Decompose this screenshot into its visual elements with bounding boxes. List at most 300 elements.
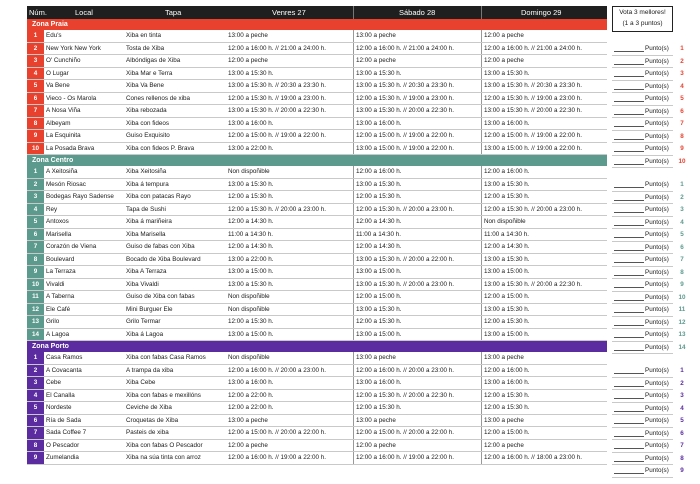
header-num: Núm.: [29, 8, 47, 17]
cell-local: Rey: [46, 205, 58, 213]
points-label: Punto(s): [645, 343, 669, 351]
cell-s: 12:00 a peche: [356, 441, 396, 449]
cell-v: 12:00 a 15:00 h. // 20:00 a 22:00 h.: [228, 429, 327, 436]
cell-local: Ele Café: [46, 305, 71, 313]
cell-local: La Terraza: [46, 268, 76, 275]
vote-row-number: 9: [676, 279, 688, 292]
vote-row-number: 12: [676, 317, 688, 330]
cell-local: La Posada Brava: [46, 144, 95, 152]
cell-tapa: Xiba con fabas O Pescador: [126, 441, 203, 449]
header-viernes: Venres 27: [272, 8, 306, 17]
cell-local: Vieco - Os Marola: [46, 94, 97, 102]
cell-local: Bodegas Rayo Sadense: [46, 193, 114, 200]
cell-n: 2: [27, 179, 44, 191]
table-row: [27, 191, 607, 204]
cell-d: 12:00 a 16:00 h.: [484, 168, 530, 175]
points-label: Punto(s): [645, 256, 669, 263]
cell-d: 12:00 a 15:30 h. // 20:00 a 23:00 h.: [484, 205, 583, 213]
table-row: [27, 415, 607, 428]
cell-n: 1: [27, 352, 44, 364]
cell-v: 13:00 a 15:00 h.: [228, 268, 274, 275]
cell-v: 12:00 a 14:30 h.: [228, 218, 274, 225]
vote-row-number: 4: [676, 217, 688, 230]
points-label: Punto(s): [645, 95, 669, 102]
cell-v: 13:00 a peche: [228, 416, 268, 424]
cell-v: 13:00 a 15:00 h.: [228, 330, 274, 338]
cell-local: Marisella: [46, 230, 72, 238]
cell-tapa: Tapa de Sushi: [126, 205, 166, 213]
cell-d: 12:00 a 15:00 h. // 19:00 a 22:00 h.: [484, 132, 583, 139]
zone-name: Zona Porto: [32, 343, 69, 350]
vote-row-number: 4: [676, 403, 688, 416]
points-label: Punto(s): [645, 57, 669, 65]
points-input[interactable]: [612, 403, 673, 416]
cell-d: 12:00 a 15:30 h.: [484, 404, 530, 411]
cell-d: 13:00 a 15:30 h.: [484, 180, 530, 188]
cell-v: Non dispoñible: [228, 354, 270, 361]
cell-v: Non dispoñible: [228, 305, 270, 313]
cell-v: 12:00 a 14:30 h.: [228, 243, 274, 250]
cell-s: 12:00 a 15:30 h.: [356, 404, 402, 411]
zone-1: [27, 19, 607, 155]
cell-n: 5: [27, 402, 44, 414]
points-label: Punto(s): [645, 281, 669, 288]
table-row: [27, 402, 607, 415]
cell-v: 13:00 a 22:00 h.: [228, 255, 274, 263]
cell-tapa: Xiba na súa tinta con arroz: [126, 454, 201, 461]
vote-row-number: 9: [676, 143, 688, 156]
vote-header-line2: (1 a 3 puntos): [622, 20, 663, 27]
cell-n: 1: [27, 30, 44, 42]
points-input[interactable]: [612, 440, 673, 453]
table-row: [27, 68, 607, 81]
cell-local: Sada Coffee 7: [46, 429, 87, 436]
cell-tapa: Xiba en tinta: [126, 32, 162, 39]
points-input[interactable]: [612, 204, 673, 217]
cell-n: 11: [27, 291, 44, 303]
points-label: Punto(s): [645, 392, 669, 399]
table-row: [27, 143, 607, 156]
points-label: Punto(s): [645, 293, 669, 301]
points-input[interactable]: [612, 390, 673, 403]
cell-s: 13:00 a 15:30 h. // 20:30 a 23:30 h.: [356, 82, 455, 89]
header-local: Local: [75, 8, 93, 17]
cell-n: 4: [27, 390, 44, 402]
cell-s: 13:00 a 15:30 h.: [356, 69, 402, 77]
table-row: [27, 427, 607, 440]
table-row: [27, 377, 607, 390]
cell-local: Vivaldi: [46, 280, 65, 288]
vote-row-number: 10: [676, 156, 688, 169]
cell-d: 12:00 a 15:30 h. // 19:00 a 23:00 h.: [484, 94, 583, 102]
cell-d: 12:00 a 15:00 h.: [484, 293, 530, 300]
points-input[interactable]: [612, 179, 673, 192]
cell-local: Cebe: [46, 379, 62, 386]
points-input[interactable]: [612, 229, 673, 242]
cell-d: 12:00 a 16:00 h.: [484, 366, 530, 374]
cell-tapa: Xiba á tempura: [126, 180, 169, 188]
cell-s: 13:00 a 15:30 h. // 20:00 a 22:00 h.: [356, 255, 455, 263]
points-input[interactable]: [612, 317, 673, 330]
cell-v: 13:00 a 15:30 h.: [228, 69, 274, 77]
cell-tapa: Guiso Exquisito: [126, 132, 170, 139]
points-input[interactable]: [612, 217, 673, 230]
zone-2: [27, 155, 607, 341]
cell-tapa: Xiba Marisella: [126, 230, 166, 238]
vote-row-number: 7: [676, 118, 688, 131]
cell-local: O Lugar: [46, 69, 69, 77]
cell-v: 12:00 a peche: [228, 441, 268, 449]
cell-v: 13:00 a 15:30 h.: [228, 280, 274, 288]
points-input[interactable]: [612, 292, 673, 305]
cell-d: 13:00 a 15:30 h. // 20:30 a 23:30 h.: [484, 82, 583, 89]
cell-s: 13:00 a 15:30 h. // 20:00 a 22:30 h.: [356, 107, 455, 114]
cell-tapa: Xiba á Lagoa: [126, 330, 164, 338]
cell-n: 2: [27, 43, 44, 55]
points-label: Punto(s): [645, 243, 669, 251]
points-label: Punto(s): [645, 306, 669, 313]
table-row: [27, 30, 607, 43]
table-row: [27, 105, 607, 118]
cell-tapa: Bocado de Xiba Boulevard: [126, 255, 201, 263]
cell-tapa: Xiba con fideos: [126, 119, 170, 127]
cell-v: 12:00 a 16:00 h. // 20:00 a 23:00 h.: [228, 366, 327, 374]
cell-s: 13:00 a 15:00 h.: [356, 268, 402, 275]
points-label: Punto(s): [645, 442, 669, 449]
cell-v: 12:00 a 22:00 h.: [228, 404, 274, 411]
cell-d: 13:00 a 15:30 h. // 20:00 a 22:30 h.: [484, 280, 583, 288]
cell-local: New York New York: [46, 44, 101, 52]
points-input[interactable]: [612, 465, 673, 478]
cell-n: 7: [27, 105, 44, 117]
table-row: [27, 329, 607, 342]
vote-header-line1: Vota 3 mellores!: [619, 9, 666, 16]
vote-row-number: 11: [676, 304, 688, 317]
cell-d: 11:00 a 14:30 h.: [484, 230, 530, 238]
cell-local: A Covacanta: [46, 366, 82, 374]
table-row: [27, 204, 607, 217]
points-input[interactable]: [612, 81, 673, 94]
cell-tapa: Xiba Xeitosiña: [126, 168, 167, 175]
cell-tapa: Xiba con fabas e mexillóns: [126, 391, 201, 399]
vote-row-number: 2: [676, 56, 688, 69]
points-label: Punto(s): [645, 429, 669, 437]
points-label: Punto(s): [645, 145, 669, 152]
cell-local: Mesón Riosac: [46, 180, 86, 188]
cell-s: 12:00 a 16:00 h. // 20:00 a 23:00 h.: [356, 366, 455, 374]
cell-n: 10: [27, 279, 44, 291]
cell-s: 13:00 a 15:00 h. // 19:00 a 22:00 h.: [356, 144, 455, 152]
points-input[interactable]: [612, 428, 673, 441]
cell-local: A Lagoa: [46, 330, 70, 338]
points-label: Punto(s): [645, 218, 669, 226]
points-label: Punto(s): [645, 231, 669, 238]
cell-s: 12:00 a 15:00 h.: [356, 293, 402, 300]
cell-s: 13:00 a peche: [356, 416, 396, 424]
zone-title: [27, 19, 607, 30]
cell-tapa: Xiba Va Bene: [126, 82, 165, 89]
cell-s: 12:00 a 15:30 h. // 20:00 a 22:30 h.: [356, 391, 455, 399]
cell-tapa: Xiba Vivaldi: [126, 280, 159, 288]
vote-row-number: 2: [676, 378, 688, 391]
cell-n: 6: [27, 229, 44, 241]
cell-n: 6: [27, 93, 44, 105]
vote-row-number: 6: [676, 106, 688, 119]
points-input[interactable]: [612, 43, 673, 56]
zone-title: [27, 341, 607, 352]
table-header: [27, 6, 607, 19]
vote-row-number: 8: [676, 267, 688, 280]
table-row: [27, 316, 607, 329]
points-input[interactable]: [612, 242, 673, 255]
points-input[interactable]: [612, 156, 673, 169]
cell-d: 13:00 a 15:30 h.: [484, 305, 530, 313]
table-row: [27, 179, 607, 192]
cell-n: 10: [27, 143, 44, 155]
table-row: [27, 291, 607, 304]
points-input[interactable]: [612, 131, 673, 144]
points-label: Punto(s): [645, 404, 669, 412]
cell-tapa: Tosta de Xiba: [126, 44, 165, 52]
vote-row-number: 3: [676, 68, 688, 81]
points-label: Punto(s): [645, 132, 669, 140]
table-row: [27, 279, 607, 292]
points-label: Punto(s): [645, 181, 669, 188]
cell-v: 12:00 a 22:00 h.: [228, 391, 274, 399]
cell-v: 13:00 a 15:30 h. // 20:30 a 23:30 h.: [228, 82, 327, 89]
vote-row-number: 1: [676, 365, 688, 378]
points-label: Punto(s): [645, 157, 669, 165]
cell-d: 12:00 a 15:30 h.: [484, 391, 530, 399]
cell-local: Boulevard: [46, 255, 75, 263]
cell-n: 12: [27, 304, 44, 316]
zone-name: Zona Centro: [32, 157, 74, 164]
cell-s: 13:00 a 15:30 h.: [356, 180, 402, 188]
cell-local: A Nosa Viña: [46, 107, 81, 114]
cell-tapa: Croquetas de Xiba: [126, 416, 179, 424]
cell-d: 12:00 a 15:30 h.: [484, 318, 530, 325]
cell-n: 3: [27, 191, 44, 203]
cell-n: 9: [27, 452, 44, 464]
points-label: Punto(s): [645, 82, 669, 90]
vote-row-number: 4: [676, 81, 688, 94]
points-label: Punto(s): [645, 107, 669, 115]
cell-n: 5: [27, 216, 44, 228]
cell-s: 12:00 a 14:30 h.: [356, 218, 402, 225]
table-row: [27, 93, 607, 106]
table-row: [27, 80, 607, 93]
cell-n: 8: [27, 118, 44, 130]
vote-row-number: 7: [676, 254, 688, 267]
header-sabado: Sábado 28: [399, 8, 436, 17]
cell-n: 3: [27, 55, 44, 67]
cell-s: 13:00 a 16:00 h.: [356, 119, 402, 127]
cell-tapa: Xiba A Terraza: [126, 268, 167, 275]
cell-tapa: Guiso de Xiba con fabas: [126, 293, 195, 300]
cell-tapa: Pasteis de xiba: [126, 429, 169, 436]
cell-s: 13:00 a peche: [356, 354, 396, 361]
points-input[interactable]: [612, 365, 673, 378]
cell-n: 6: [27, 415, 44, 427]
vote-row-number: 3: [676, 390, 688, 403]
cell-s: 12:00 a 16:00 h. // 19:00 a 22:00 h.: [356, 454, 455, 461]
points-input[interactable]: [612, 68, 673, 81]
points-input[interactable]: [612, 329, 673, 342]
cell-tapa: A trampa da xiba: [126, 366, 174, 374]
points-input[interactable]: [612, 304, 673, 317]
points-label: Punto(s): [645, 268, 669, 276]
table-row: [27, 254, 607, 267]
cell-v: 11:00 a 14:30 h.: [228, 230, 274, 238]
cell-local: Albeyam: [46, 119, 71, 127]
points-label: Punto(s): [645, 70, 669, 77]
vote-row-number: 6: [676, 242, 688, 255]
table-row: [27, 118, 607, 131]
cell-n: 4: [27, 204, 44, 216]
cell-n: 8: [27, 254, 44, 266]
cell-s: 12:00 a 15:00 h. // 20:00 a 22:00 h.: [356, 429, 455, 436]
points-input[interactable]: [612, 192, 673, 205]
cell-tapa: Xiba con fideos P. Brava: [126, 144, 195, 152]
vote-header: [612, 6, 673, 32]
cell-d: 13:00 a peche: [484, 354, 524, 361]
points-input[interactable]: [612, 342, 673, 355]
cell-tapa: Mini Burguer Ele: [126, 305, 173, 313]
cell-d: 12:00 a peche: [484, 32, 524, 39]
cell-d: 12:00 a 15:30 h.: [484, 193, 530, 200]
cell-s: 12:00 a 15:30 h.: [356, 318, 402, 325]
cell-local: O' Cunchiño: [46, 57, 81, 64]
vote-row-number: 5: [676, 229, 688, 242]
points-label: Punto(s): [645, 120, 669, 127]
cell-n: 13: [27, 316, 44, 328]
vote-row-number: 10: [676, 292, 688, 305]
points-input[interactable]: [612, 453, 673, 466]
cell-s: 12:00 a peche: [356, 57, 396, 64]
cell-s: 13:00 a 15:00 h.: [356, 330, 402, 338]
points-input[interactable]: [612, 415, 673, 428]
vote-row-number: 5: [676, 415, 688, 428]
table-row: [27, 130, 607, 143]
cell-s: 12:00 a 14:30 h.: [356, 243, 402, 250]
cell-local: Corazón de Viena: [46, 243, 97, 250]
cell-tapa: Ceviche de Xiba: [126, 404, 172, 411]
cell-v: 12:00 a 16:00 h. // 19:00 a 22:00 h.: [228, 454, 327, 461]
cell-local: El Canalla: [46, 391, 75, 399]
cell-local: Edu's: [46, 32, 62, 39]
cell-tapa: Albóndigas de Xiba: [126, 57, 181, 64]
cell-s: 12:00 a 15:30 h. // 20:00 a 23:00 h.: [356, 205, 455, 213]
table-row: [27, 43, 607, 56]
cell-d: 12:00 a peche: [484, 57, 524, 64]
cell-v: 12:00 a 15:30 h. // 20:00 a 23:00 h.: [228, 205, 327, 213]
table-row: [27, 216, 607, 229]
cell-v: 12:00 a 15:00 h. // 19:00 a 22:00 h.: [228, 132, 327, 139]
cell-tapa: Xiba á mariñeira: [126, 218, 172, 225]
cell-d: 13:00 a 15:30 h.: [484, 69, 530, 77]
cell-n: 3: [27, 377, 44, 389]
cell-d: 12:00 a 16:00 h. // 18:00 a 23:00 h.: [484, 454, 583, 461]
table-row: [27, 390, 607, 403]
cell-tapa: Xiba con fabas Casa Ramos: [126, 354, 206, 361]
cell-d: 13:00 a 15:00 h. // 19:00 a 22:00 h.: [484, 144, 583, 152]
cell-n: 2: [27, 365, 44, 377]
points-label: Punto(s): [645, 467, 669, 474]
points-input[interactable]: [612, 143, 673, 156]
points-label: Punto(s): [645, 318, 669, 326]
cell-v: Non dispoñible: [228, 168, 270, 175]
cell-local: A Taberna: [46, 293, 75, 300]
cell-n: 7: [27, 427, 44, 439]
cell-local: Nordeste: [46, 404, 72, 411]
table-row: [27, 365, 607, 378]
points-input[interactable]: [612, 279, 673, 292]
points-input[interactable]: [612, 378, 673, 391]
cell-v: 13:00 a 15:30 h.: [228, 180, 274, 188]
table-row: [27, 229, 607, 242]
cell-local: La Esquinita: [46, 132, 81, 139]
zone-name: Zona Praia: [32, 21, 68, 28]
cell-v: 12:00 a 16:00 h. // 21:00 a 24:00 h.: [228, 44, 327, 52]
points-input[interactable]: [612, 267, 673, 280]
cell-local: O Pescador: [46, 441, 80, 449]
cell-s: 11:00 a 14:30 h.: [356, 230, 402, 238]
cell-v: 12:00 a 15:30 h.: [228, 318, 274, 325]
cell-s: 13:00 a 15:30 h.: [356, 305, 402, 313]
points-input[interactable]: [612, 93, 673, 106]
points-input[interactable]: [612, 56, 673, 69]
cell-v: 12:00 a peche: [228, 57, 268, 64]
cell-local: Antoxos: [46, 218, 69, 225]
cell-tapa: Xiba Cebe: [126, 379, 156, 386]
cell-n: 14: [27, 329, 44, 341]
cell-tapa: Xiba rebozada: [126, 107, 167, 114]
cell-s: 12:00 a 15:00 h. // 19:00 a 22:00 h.: [356, 132, 455, 139]
cell-tapa: Xiba con patacas Rayo: [126, 193, 191, 200]
cell-d: 12:00 a 16:00 h. // 21:00 a 24:00 h.: [484, 44, 583, 52]
cell-s: 12:00 a 15:30 h.: [356, 193, 402, 200]
cell-v: 13:00 a peche: [228, 32, 268, 39]
cell-v: Non dispoñible: [228, 293, 270, 300]
points-label: Punto(s): [645, 331, 669, 338]
cell-local: Va Bene: [46, 82, 70, 89]
vote-row-number: 8: [676, 453, 688, 466]
points-input[interactable]: [612, 106, 673, 119]
cell-v: 13:00 a 16:00 h.: [228, 379, 274, 386]
vote-row-number: 5: [676, 93, 688, 106]
points-input[interactable]: [612, 254, 673, 267]
cell-local: Zumelandia: [46, 454, 79, 461]
vote-row-number: 3: [676, 204, 688, 217]
schedule-table: [27, 6, 607, 465]
cell-d: 13:00 a 15:30 h.: [484, 255, 530, 263]
cell-d: 13:00 a peche: [484, 416, 524, 424]
cell-n: 8: [27, 440, 44, 452]
vote-row-number: 2: [676, 192, 688, 205]
vote-row-number: 1: [676, 43, 688, 56]
zone-title: [27, 155, 607, 166]
header-domingo: Domingo 29: [521, 8, 562, 17]
cell-tapa: Cones rellenos de xiba: [126, 94, 191, 102]
cell-s: 13:00 a 15:30 h. // 20:00 a 23:00 h.: [356, 280, 455, 288]
cell-n: 9: [27, 266, 44, 278]
table-row: [27, 266, 607, 279]
points-label: Punto(s): [645, 193, 669, 201]
cell-d: 13:00 a 16:00 h.: [484, 119, 530, 127]
table-row: [27, 241, 607, 254]
cell-v: 12:00 a 15:30 h.: [228, 193, 274, 200]
points-input[interactable]: [612, 118, 673, 131]
